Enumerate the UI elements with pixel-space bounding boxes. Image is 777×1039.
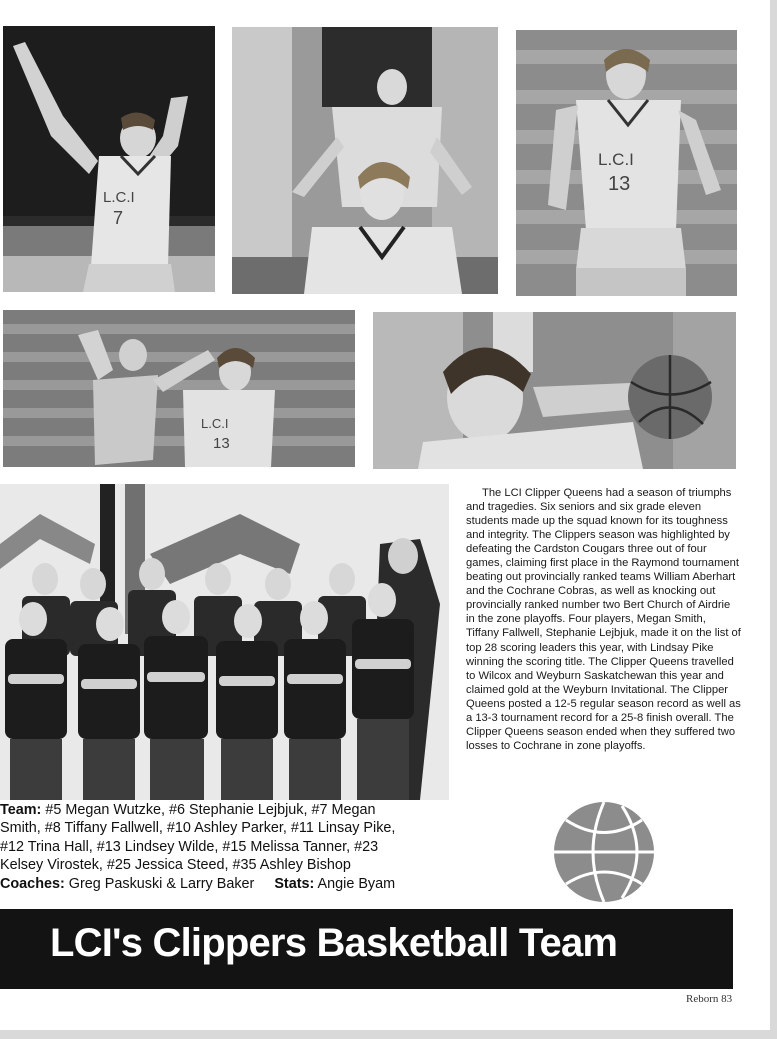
page-edge-right [770, 0, 777, 1039]
folio-publication: Reborn [686, 993, 719, 1005]
team-names-1: #5 Megan Wutzke, #6 Stephanie Lejbjuk, #7 Megan [45, 802, 376, 818]
photo-player-13-bleachers [516, 30, 737, 296]
roster-line-4: Kelsey Virostek, #25 Jessica Steed, #35 Ashley Bishop [0, 857, 351, 874]
team-roster [0, 801, 460, 893]
basketball-icon [552, 800, 656, 904]
season-story [466, 486, 741, 753]
folio-page-number: 83 [721, 993, 733, 1005]
photo-player-arms-raised [3, 26, 215, 292]
photo-team-group [0, 484, 449, 800]
title-banner [0, 909, 733, 989]
jersey-lci-text-3: L.C.I [201, 416, 229, 431]
page-edge-bottom [0, 1030, 777, 1039]
roster-line-3: #12 Trina Hall, #13 Lindsey Wilde, #15 Melissa Tanner, #23 [0, 838, 379, 855]
jersey-number-13: 13 [608, 173, 631, 195]
stats-label: Stats: [274, 875, 315, 892]
coaches-value: Greg Paskuski & Larry Baker [68, 875, 255, 892]
jersey-number-7: 7 [113, 208, 124, 228]
jersey-lci-text-2: L.C.I [598, 150, 634, 169]
photo-player-shooting [373, 312, 736, 469]
jersey-lci-text: L.C.I [103, 189, 135, 206]
season-story-paragraph: The LCI Clipper Queens had a season of triumphs and tragedies. Six seniors and six grade eleven students made up the squad known for its toughness and integrity. The Clippers season was highlighted by defeating the Cardston Cougars three out of four games, claiming first place in the Raymond tournament beating out provincially ranked teams William Aberhart and the Cochrane Cobras, as well as knocking out provincially ranked number two Bert Church of Airdrie in the zone playoffs. Four players, Megan Smith, Tiffany Fallwell, Stephanie Lejbjuk, made it on the list of top 28 scoring leaders this year, with Lindsay Pike winning the scoring title. The Clipper Queens travelled to Wilcox and Weyburn Saskatchewan this year and claimed gold at the Weyburn Invitational. The Clipper Queens posted a 12-5 regular season record as well as a 13-3 tournament record for a 25-8 finish overall. The Clipper Queens season ended when they suffered two losses to Cochrane in zone playoffs. [466, 487, 741, 752]
coaches-label: Coaches: [0, 875, 65, 892]
photo-two-players-gym [232, 27, 498, 294]
team-label: Team: [0, 802, 42, 818]
roster-line-coaches [0, 875, 460, 893]
roster-line-1 [0, 801, 460, 819]
jersey-number-13-b: 13 [213, 435, 230, 452]
photo-players-rebound [3, 310, 355, 467]
page-folio [686, 993, 732, 1005]
stats-value: Angie Byam [317, 875, 396, 892]
banner-title: LCI's Clippers Basketball Team [50, 921, 618, 965]
roster-line-2: Smith, #8 Tiffany Fallwell, #10 Ashley Parker, #11 Linsay Pike, [0, 820, 396, 837]
